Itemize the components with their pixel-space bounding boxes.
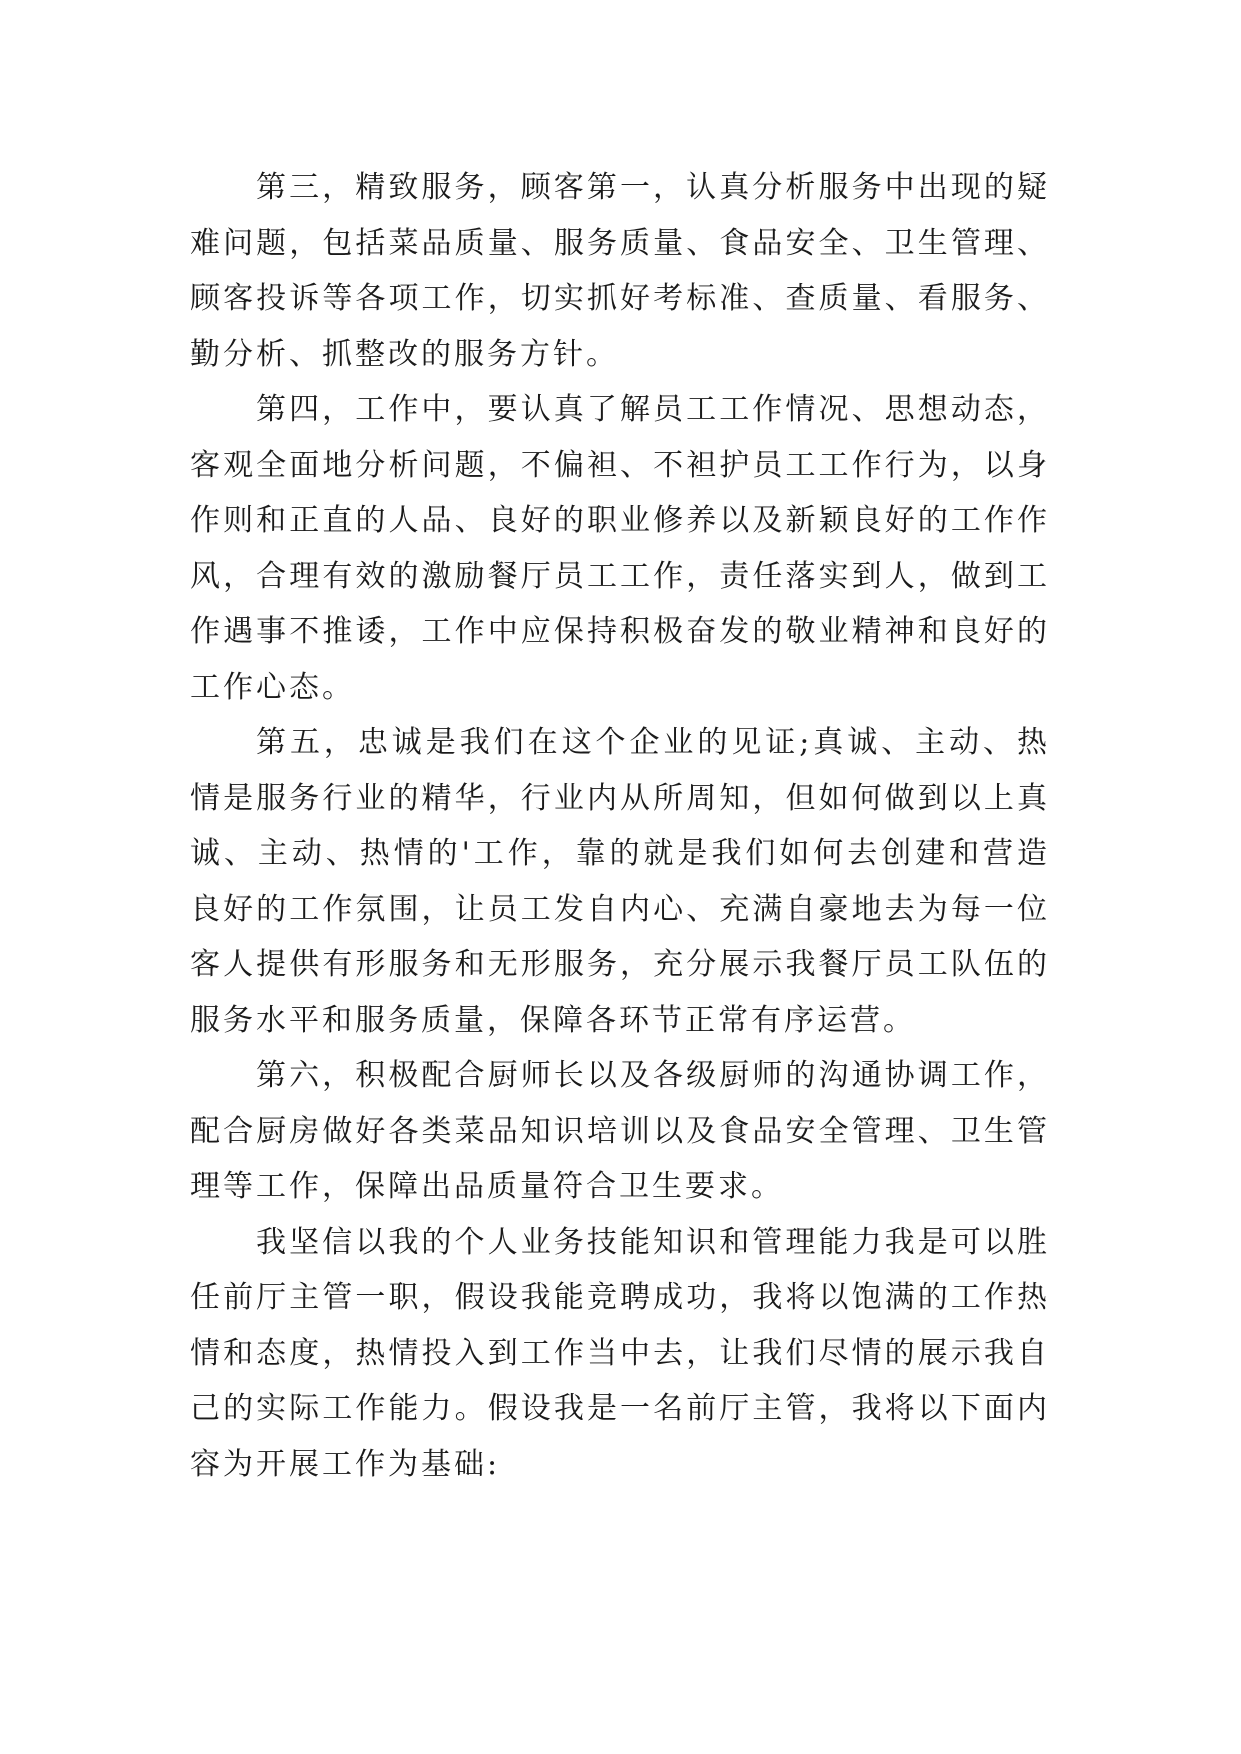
paragraph-conclusion: 我坚信以我的个人业务技能知识和管理能力我是可以胜任前厅主管一职，假设我能竞聘成功，我将以饱满的工作热情和态度，热情投入到工作当中去，让我们尽情的展示我自己的实际工作能力。假设我是一名前厅主管，我将以下面内容为开展工作为基础: — [190, 1224, 1050, 1482]
paragraph-third-point: 第三，精致服务，顾客第一，认真分析服务中出现的疑难问题，包括菜品质量、服务质量、食品安全、卫生管理、顾客投诉等各项工作，切实抓好考标准、查质量、看服务、勤分析、抓整改的服务方针。 — [190, 170, 1050, 372]
paragraph-sixth-point: 第六，积极配合厨师长以及各级厨师的沟通协调工作，配合厨房做好各类菜品知识培训以及食品安全管理、卫生管理等工作，保障出品质量符合卫生要求。 — [190, 1058, 1050, 1204]
paragraph-fourth-point: 第四，工作中，要认真了解员工工作情况、思想动态，客观全面地分析问题，不偏袒、不袒护员工工作行为，以身作则和正直的人品、良好的职业修养以及新颖良好的工作作风，合理有效的激励餐厅员工工作，责任落实到人，做到工作遇事不推诿，工作中应保持积极奋发的敬业精神和良好的工作心态。 — [190, 392, 1050, 705]
document-body — [190, 160, 1050, 1492]
paragraph-fifth-point: 第五，忠诚是我们在这个企业的见证;真诚、主动、热情是服务行业的精华，行业内从所周知，但如何做到以上真诚、主动、热情的'工作，靠的就是我们如何去创建和营造良好的工作氛围，让员工发自内心、充满自豪地去为每一位客人提供有形服务和无形服务，充分展示我餐厅员工队伍的服务水平和服务质量，保障各环节正常有序运营。 — [190, 725, 1050, 1038]
